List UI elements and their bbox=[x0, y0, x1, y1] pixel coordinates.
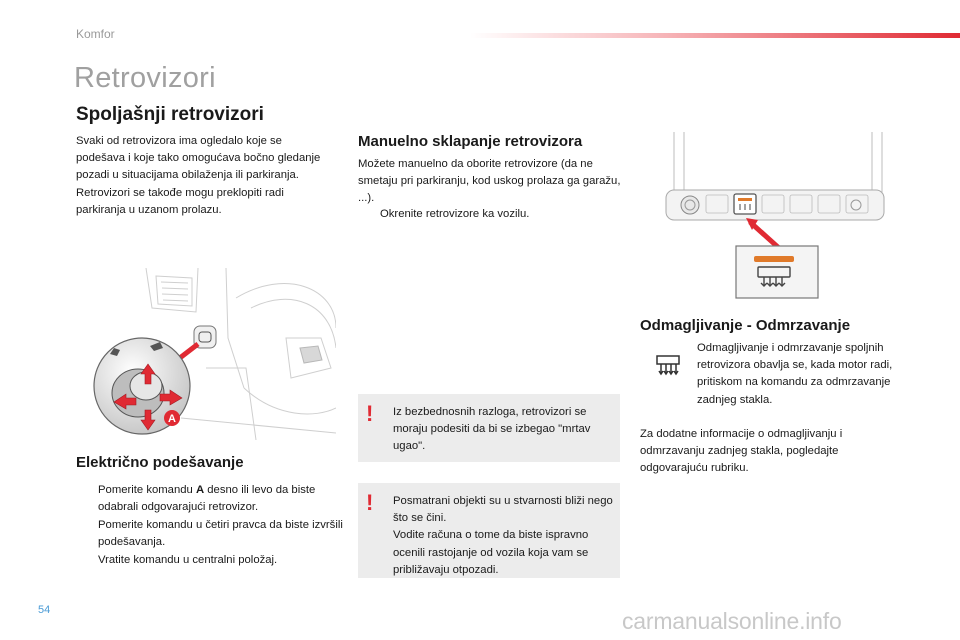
list-item: Vratite komandu u centralni položaj. bbox=[98, 553, 278, 566]
manual-fold-steps bbox=[358, 206, 624, 223]
list-item: Pomerite komandu A desno ili levo da biste odabrali odgovarajući retrovizor. bbox=[98, 484, 316, 514]
list-item: Pomerite komandu u četiri pravca da biste izvršili podešavanja. bbox=[98, 518, 343, 549]
page-title: Retrovizori bbox=[74, 62, 216, 94]
defog-text: Odmagljivanje i odmrzavanje spoljnih retrovizora obavlja se, kada motor radi, pritiskom na komandu za odmrzavanje zadnjeg stakla. bbox=[697, 342, 893, 406]
warning-box-distance bbox=[358, 483, 620, 578]
exclamation-icon: ! bbox=[366, 490, 374, 515]
electric-adjust-heading: Električno podešavanje bbox=[76, 454, 244, 471]
climate-panel-illustration bbox=[660, 132, 890, 304]
defog-heading: Odmagljivanje - Odmrzavanje bbox=[640, 317, 851, 334]
control-label-a: A bbox=[168, 413, 176, 425]
warning-box-blind-spot bbox=[358, 394, 620, 462]
defog-info-text: Za dodatne informacije o odmagljivanju i odmrzavanju zadnjeg stakla, pogledajte odgovarajuću rubriku. bbox=[640, 428, 843, 475]
watermark: carmanualsonline.info bbox=[622, 608, 842, 634]
section-header: Komfor bbox=[76, 27, 115, 41]
manual-fold-text: Možete manuelno da oborite retrovizore (da ne smetaju pri parkiranju, kod uskog prolaza ga garažu, ...). bbox=[358, 158, 621, 205]
mirror-control-illustration bbox=[86, 268, 336, 440]
electric-adjust-steps bbox=[76, 482, 344, 569]
warning-text: Posmatrani objekti su u stvarnosti bliži nego što se čini. Vodite računa o tome da biste ispravno ocenili rastojanje od vozila koja vam se približavaju otpozadi. bbox=[393, 495, 613, 576]
warning-text: Iz bezbednosnih razloga, retrovizori se moraju podesiti da bi se izbegao "mrtav ugao". bbox=[393, 406, 591, 453]
page-number: 54 bbox=[38, 604, 51, 616]
exclamation-icon: ! bbox=[366, 401, 374, 426]
header-accent-line bbox=[470, 33, 960, 38]
manual-fold-heading: Manuelno sklapanje retrovizora bbox=[358, 133, 583, 150]
list-item: Okrenite retrovizore ka vozilu. bbox=[380, 208, 530, 220]
exterior-mirrors-intro: Svaki od retrovizora ima ogledalo koje se podešava i koje tako omogućava bočno gledanje pozadi u situacijama obilaženja ili parkiranja. Retrovizori se takođe mogu preklopiti radi parkiranja u uzanom prolazu. bbox=[76, 135, 321, 216]
rear-defrost-icon bbox=[654, 353, 682, 379]
exterior-mirrors-heading: Spoljašnji retrovizori bbox=[76, 104, 264, 125]
